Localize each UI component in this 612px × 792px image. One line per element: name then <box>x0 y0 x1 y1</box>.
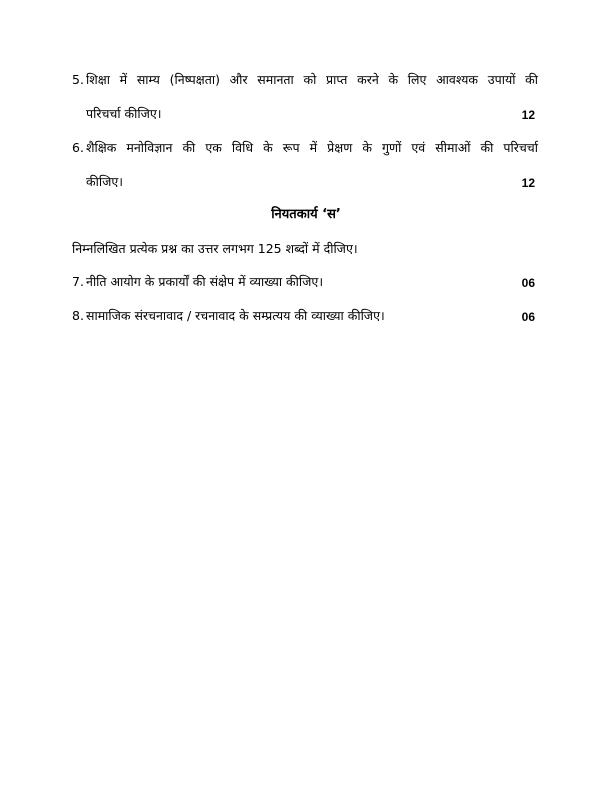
question-6-marks: 12 <box>521 176 535 190</box>
question-5-marks: 12 <box>521 108 535 122</box>
question-7 <box>72 274 323 290</box>
question-8-marks: 06 <box>521 310 535 324</box>
question-8-number: 8. <box>72 308 84 323</box>
question-7-marks: 06 <box>521 276 535 290</box>
question-8-text: सामाजिक संरचनावाद / रचनावाद के सम्प्रत्यय की व्याख्या कीजिए। <box>86 308 385 323</box>
question-6-line1 <box>72 140 538 156</box>
question-6-line2: कीजिए। <box>86 174 124 189</box>
question-5-text: शिक्षा में साम्य (निष्पक्षता) और समानता को प्राप्त करने के लिए आवश्यक उपायों की <box>86 72 538 87</box>
section-heading: नियतकार्य ‘स’ <box>271 207 341 222</box>
question-6-number: 6. <box>72 140 84 155</box>
question-5-line1 <box>72 72 538 88</box>
question-7-number: 7. <box>72 274 84 289</box>
question-5-number: 5. <box>72 72 84 87</box>
section-instruction: निम्नलिखित प्रत्येक प्रश्न का उत्तर लगभग 125 शब्दों में दीजिए। <box>72 241 358 256</box>
question-8 <box>72 308 385 324</box>
question-6-text: शैक्षिक मनोविज्ञान की एक विधि के रूप में प्रेक्षण के गुणों एवं सीमाओं की परिचर्चा <box>86 140 538 155</box>
question-7-text: नीति आयोग के प्रकार्यों की संक्षेप में व्याख्या कीजिए। <box>86 274 324 289</box>
question-5-line2: परिचर्चा कीजिए। <box>86 106 162 121</box>
